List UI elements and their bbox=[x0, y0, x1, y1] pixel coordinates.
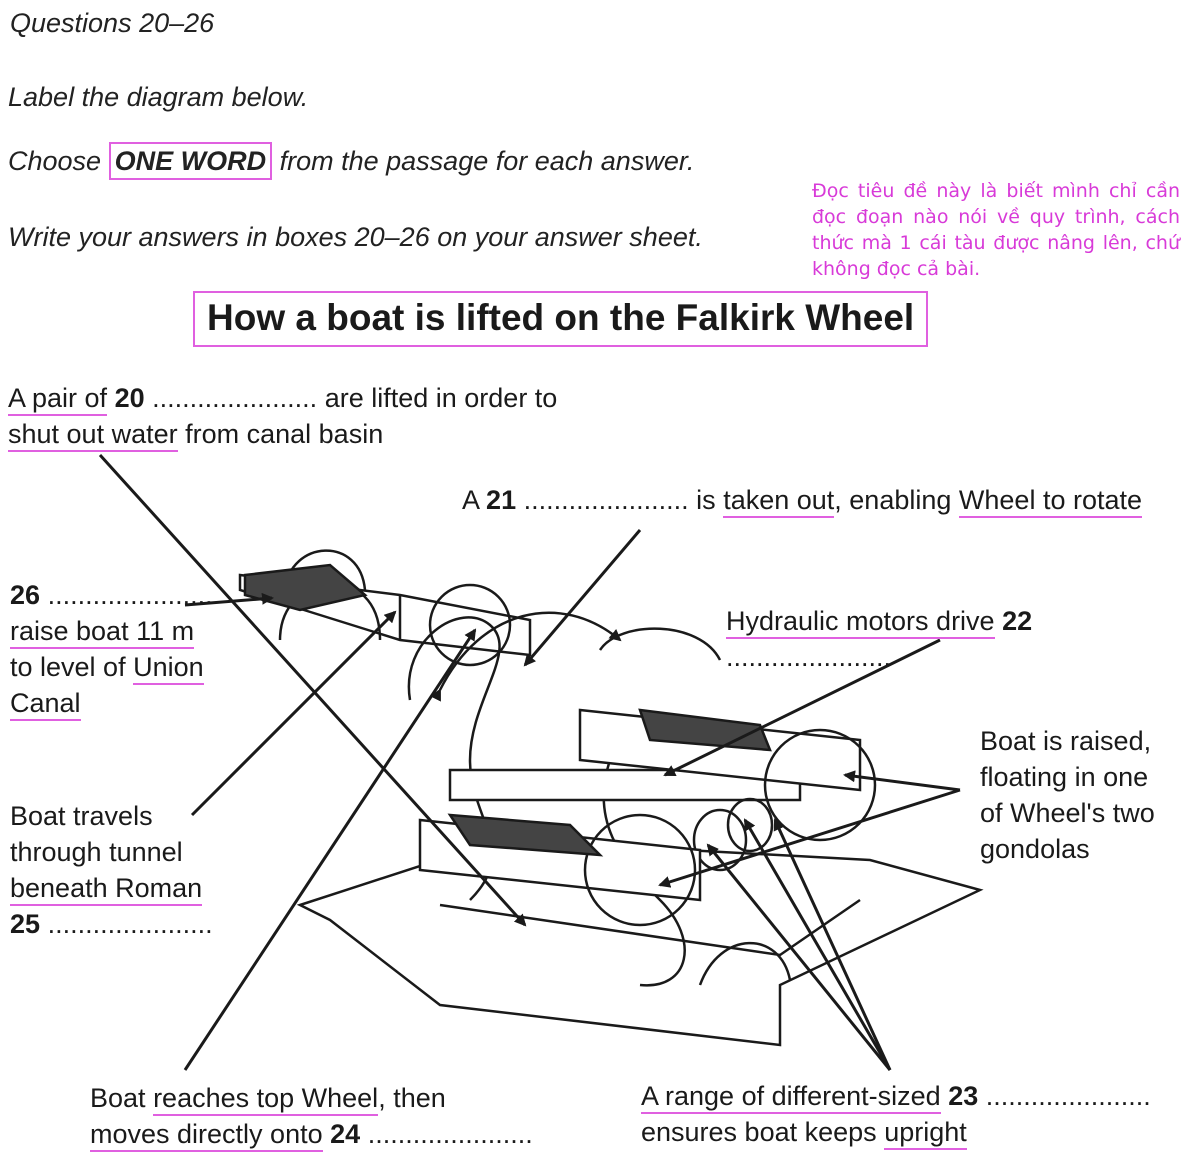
one-word-highlight: ONE WORD bbox=[109, 142, 273, 180]
question-number-25: 25 bbox=[10, 909, 41, 939]
write-instruction: Write your answers in boxes 20–26 on your answer sheet. bbox=[8, 222, 703, 252]
question-number-24: 24 bbox=[330, 1119, 361, 1149]
answer-blank-24: ...................... bbox=[367, 1119, 533, 1149]
answer-blank-23: ...................... bbox=[985, 1081, 1151, 1111]
label-q26: 26 ...................... raise boat 11 m to level of Union Canal bbox=[10, 577, 213, 721]
question-number-21: 21 bbox=[486, 485, 517, 515]
choose-suffix: from the passage for each answer. bbox=[279, 146, 695, 176]
question-number-26: 26 bbox=[10, 580, 41, 610]
label-q20 bbox=[8, 380, 557, 452]
label-boat-raised: Boat is raised, floating in one of Wheel's two gondolas bbox=[980, 726, 1155, 864]
label-q21: A 21 ...................... is taken out, enabling Wheel to rotate bbox=[462, 482, 1142, 518]
question-number-23: 23 bbox=[948, 1081, 979, 1111]
label-q25: Boat travels through tunnel beneath Roman 25 ...................... bbox=[10, 801, 213, 939]
diagram-title: How a boat is lifted on the Falkirk Wheel bbox=[193, 291, 928, 347]
label-q22: Hydraulic motors drive 22 ...................... bbox=[726, 606, 1033, 672]
label-instruction: Label the diagram below. bbox=[8, 82, 309, 112]
answer-blank-25: ...................... bbox=[47, 909, 213, 939]
answer-blank-21: ...................... bbox=[523, 485, 689, 515]
label-q20-line2: shut out water from canal basin bbox=[8, 416, 557, 452]
annotation-note: Đọc tiêu đề này là biết mình chỉ cần đọc đoạn nào nói về quy trình, cách thức mà 1 cái tàu được nâng lên, chứ không đọc cả bài. bbox=[812, 180, 1180, 280]
answer-blank-22: ...................... bbox=[726, 642, 892, 672]
question-number-20: 20 bbox=[114, 383, 145, 413]
answer-blank-26: ...................... bbox=[47, 580, 213, 610]
label-q24: Boat reaches top Wheel, then moves directly onto 24 ...................... bbox=[90, 1080, 533, 1152]
choose-prefix: Choose bbox=[8, 146, 102, 176]
questions-heading: Questions 20–26 bbox=[10, 8, 215, 38]
label-q23: A range of different-sized 23 ...................... ensures boat keeps upright bbox=[641, 1078, 1151, 1150]
label-q20-line1: A pair of 20 ...................... are lifted in order to bbox=[8, 380, 557, 416]
question-number-22: 22 bbox=[1002, 606, 1033, 636]
answer-blank-20: ...................... bbox=[152, 383, 318, 413]
